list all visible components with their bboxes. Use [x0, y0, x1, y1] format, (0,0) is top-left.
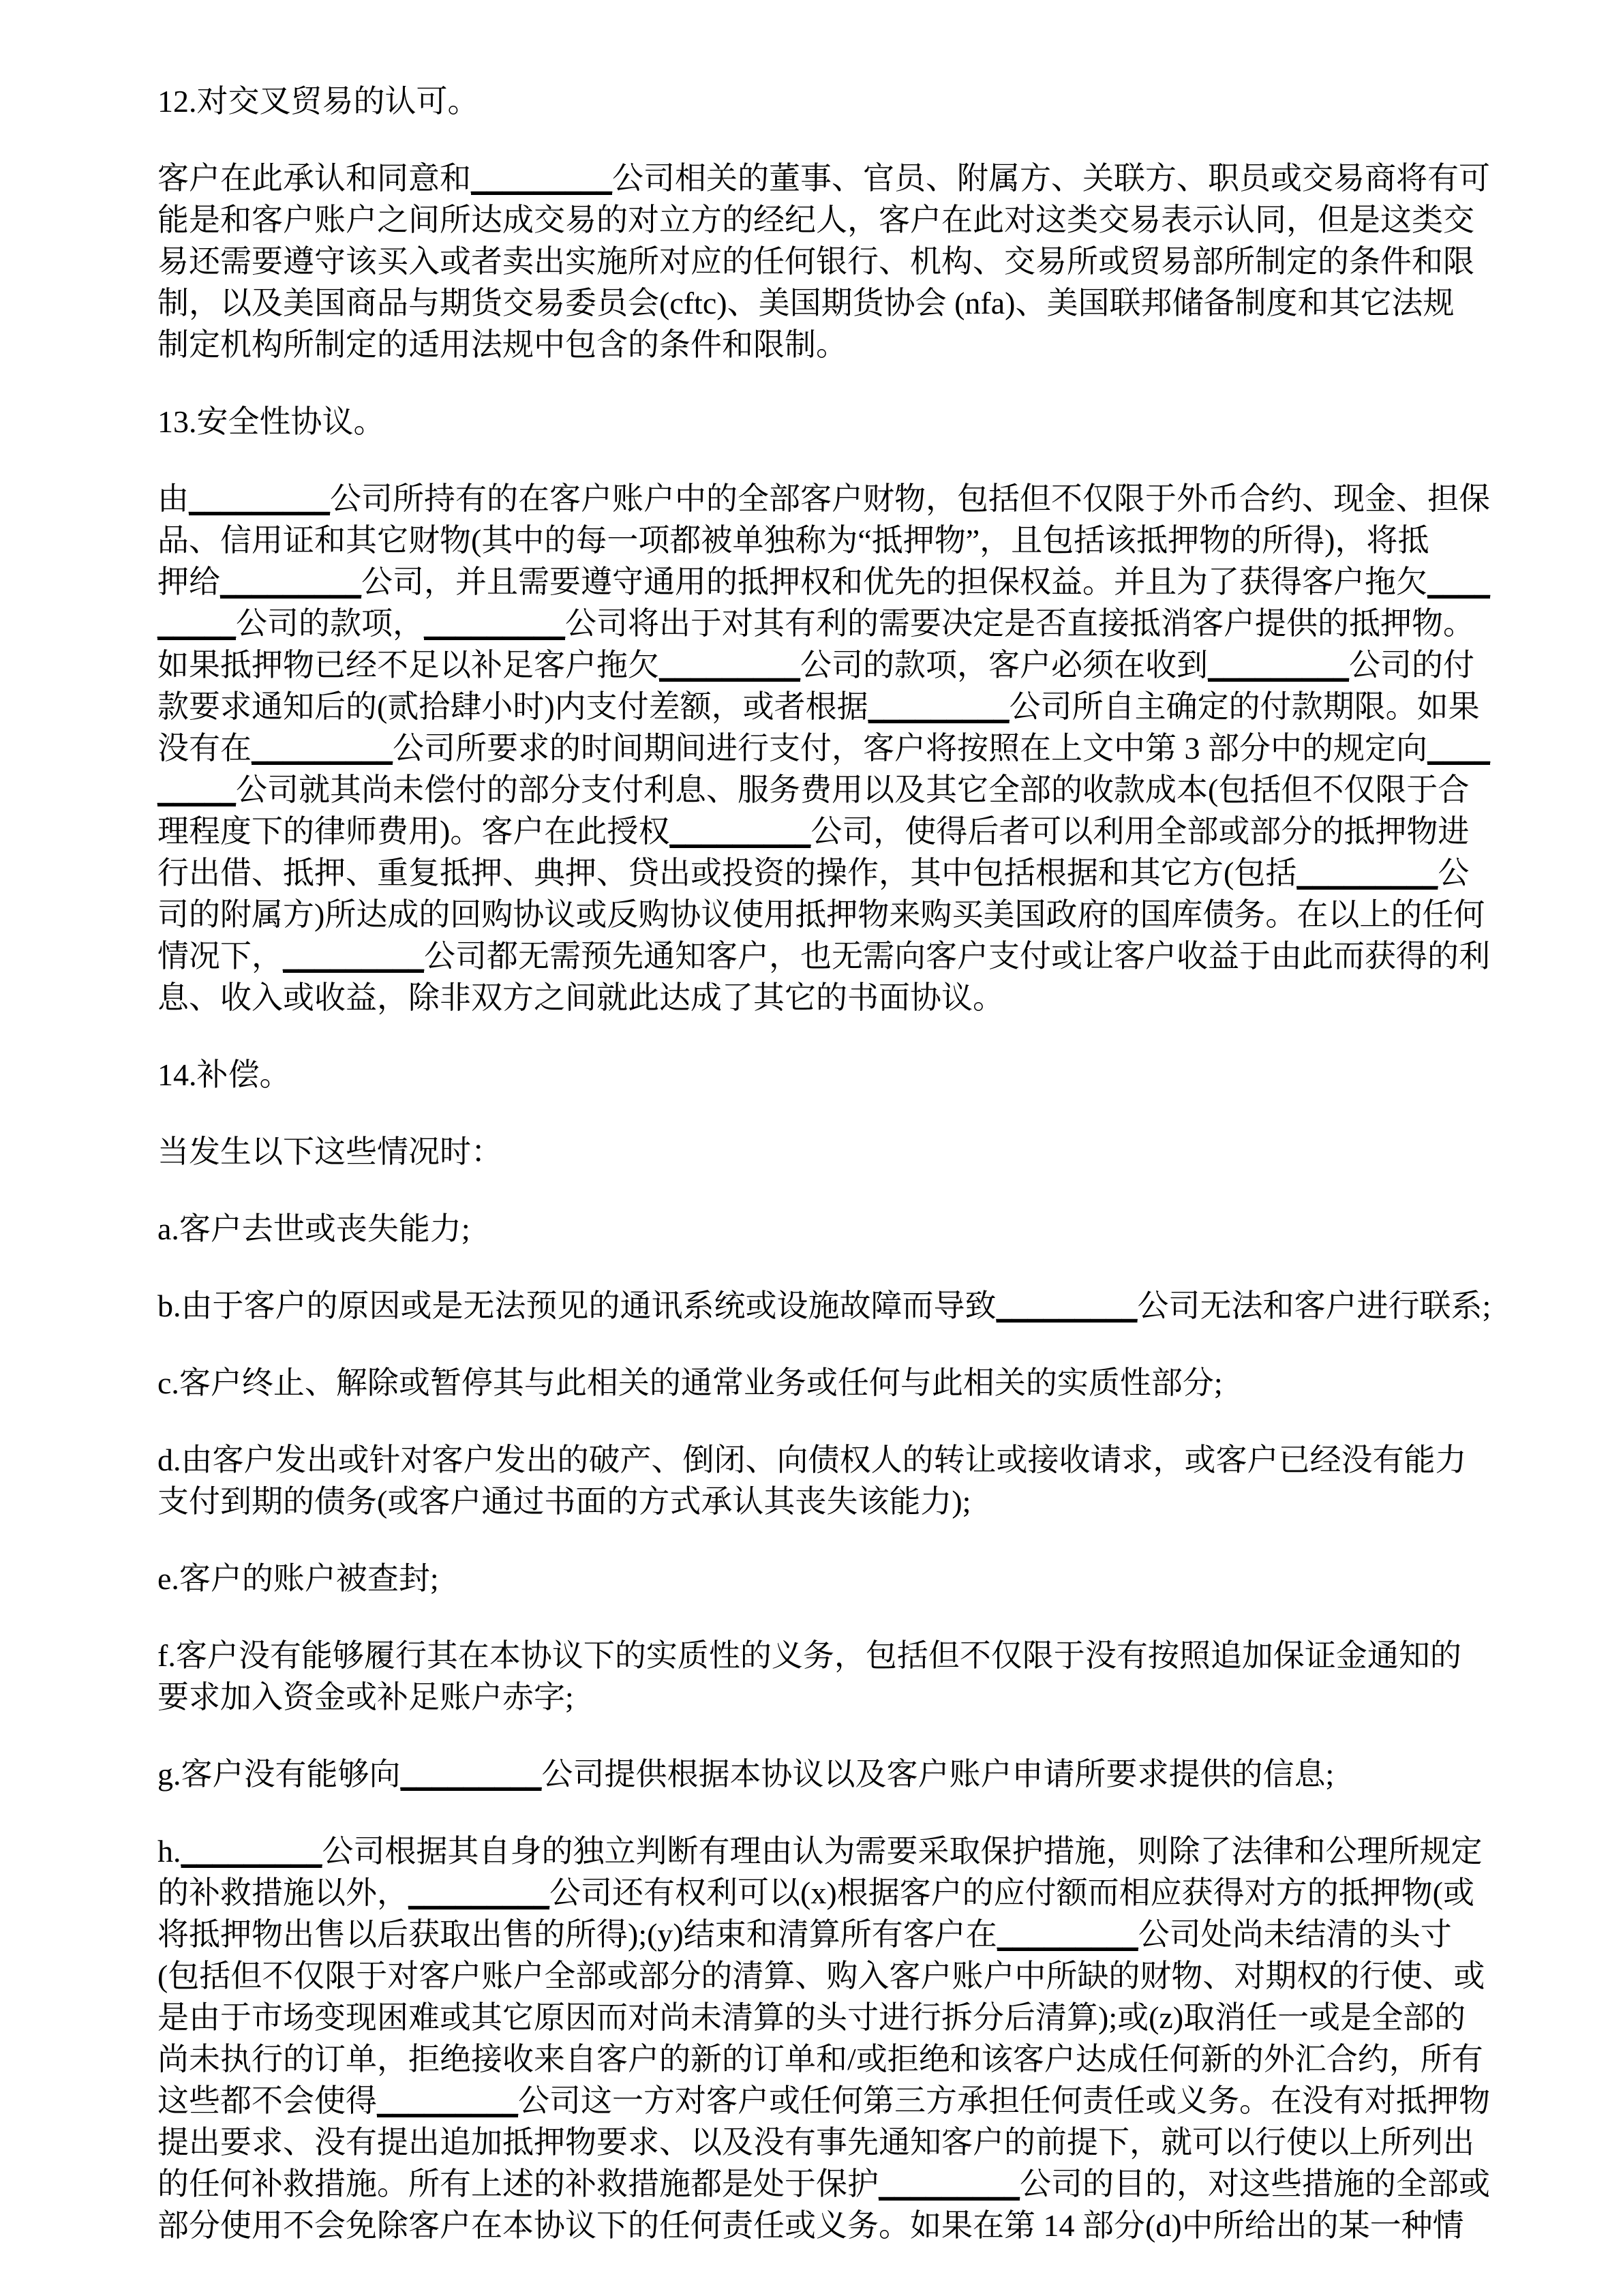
blank-field: _________ — [252, 731, 393, 766]
text-line — [157, 769, 1575, 811]
text-segment: 如果抵押物已经不足以补足客户拖欠 — [157, 648, 659, 682]
text-line — [157, 686, 1575, 727]
blank-field: _________ — [220, 564, 361, 599]
text-segment: 易还需要遵守该买入或者卖出实施所对应的任何银行、机构、交易所或贸易部所制定的条件和限 — [157, 244, 1474, 279]
text-line — [157, 1753, 1575, 1795]
text-segment: 公司无法和客户进行联系; — [1137, 1288, 1491, 1323]
text-segment: 公司这一方对客户或任何第三方承担任何责任或义务。在没有对抵押物 — [518, 2083, 1490, 2118]
text-line — [157, 1285, 1575, 1327]
text-segment: g.客户没有能够向 — [157, 1757, 401, 1792]
text-line — [157, 241, 1575, 282]
text-line — [157, 80, 1575, 122]
text-segment: 息、收入或收益，除非双方之间就此达成了其它的书面协议。 — [157, 980, 1004, 1015]
text-line — [157, 2205, 1575, 2246]
blank-field: ____ — [1427, 564, 1490, 599]
text-line — [157, 478, 1575, 519]
text-line — [157, 852, 1575, 894]
text-line — [157, 199, 1575, 241]
text-line — [157, 1208, 1575, 1250]
text-segment: 尚未执行的订单，拒绝接收来自客户的新的订单和/或拒绝和该客户达成任何新的外汇合约，所有 — [157, 2042, 1483, 2076]
blank-field: _________ — [997, 1917, 1138, 1952]
paragraph-s14-h — [157, 1830, 1575, 2246]
blank-field: _________ — [471, 161, 612, 196]
text-segment: 将抵押物出售以后获取出售的所得);(y)结束和清算所有客户在 — [157, 1917, 997, 1952]
blank-field: _________ — [408, 1875, 549, 1910]
text-segment: 部分使用不会免除客户在本协议下的任何责任或义务。如果在第 14 部分(d)中所给出的某一种情 — [157, 2208, 1464, 2243]
text-segment: 押给 — [157, 564, 220, 599]
text-line — [157, 727, 1575, 769]
blank-field: _________ — [424, 606, 565, 641]
blank-field: _________ — [879, 2166, 1020, 2201]
text-segment: 公司的目的，对这些措施的全部或 — [1020, 2166, 1490, 2201]
text-segment: e.客户的账户被查封; — [157, 1561, 439, 1596]
text-line — [157, 935, 1575, 977]
text-line — [157, 282, 1575, 324]
blank-field: _________ — [669, 814, 811, 849]
text-line — [157, 1439, 1575, 1481]
text-line — [157, 603, 1575, 644]
text-line — [157, 2080, 1575, 2121]
text-segment: 公司的付 — [1349, 648, 1474, 682]
text-segment: 制，以及美国商品与期货交易委员会(cftc)、美国期货协会 (nfa)、美国联邦储备制度和其它法规 — [157, 286, 1455, 320]
text-segment: 公司将出于对其有利的需要决定是否直接抵消客户提供的抵押物。 — [565, 606, 1474, 641]
blank-field: _________ — [189, 481, 330, 516]
text-segment: 当发生以下这些情况时： — [157, 1134, 502, 1169]
text-segment: 提出要求、没有提出追加抵押物要求、以及没有事先通知客户的前提下，就可以行使以上所列出 — [157, 2125, 1474, 2160]
text-segment: 公司根据其自身的独立判断有理由认为需要采取保护措施，则除了法律和公理所规定 — [322, 1834, 1483, 1869]
text-segment: c.客户终止、解除或暂停其与此相关的通常业务或任何与此相关的实质性部分; — [157, 1365, 1223, 1400]
text-segment: d.由客户发出或针对客户发出的破产、倒闭、向债权人的转让或接收请求，或客户已经没有能力 — [157, 1442, 1467, 1477]
text-segment: 理程度下的律师费用)。客户在此授权 — [157, 814, 670, 849]
paragraph-s14-b — [157, 1285, 1575, 1327]
text-segment: 公司所要求的时间期间进行支付，客户将按照在上文中第 3 部分中的规定向 — [393, 731, 1427, 766]
text-segment: 支付到期的债务(或客户通过书面的方式承认其丧失该能力); — [157, 1484, 971, 1519]
text-segment: 品、信用证和其它财物(其中的每一项都被单独称为“抵押物”，且包括该抵押物的所得)，将抵 — [157, 523, 1429, 558]
text-line — [157, 644, 1575, 686]
text-segment: 公司就其尚未偿付的部分支付利息、服务费用以及其它全部的收款成本(包括但不仅限于合 — [236, 772, 1470, 807]
text-line — [157, 1131, 1575, 1173]
text-line — [157, 1830, 1575, 1872]
text-segment: 公司的款项， — [236, 606, 424, 641]
text-segment: 12.对交叉贸易的认可。 — [157, 84, 479, 119]
text-line — [157, 1558, 1575, 1599]
blank-field: _________ — [377, 2083, 518, 2118]
text-segment: 公司，使得后者可以利用全部或部分的抵押物进 — [810, 814, 1470, 849]
text-line — [157, 157, 1575, 199]
text-segment: 13.安全性协议。 — [157, 404, 385, 439]
text-line — [157, 2038, 1575, 2080]
text-line — [157, 561, 1575, 603]
blank-field: ____ — [1427, 731, 1490, 766]
blank-field: _____ — [157, 606, 236, 641]
text-segment: 司的附属方)所达成的回购协议或反购协议使用抵押物来购买美国政府的国库债务。在以上的任何 — [157, 897, 1485, 932]
paragraph-s14-intro — [157, 1131, 1575, 1173]
text-line — [157, 2121, 1575, 2163]
text-segment: 公司所持有的在客户账户中的全部客户财物，包括但不仅限于外币合约、现金、担保 — [330, 481, 1490, 516]
paragraph-s14-e — [157, 1558, 1575, 1599]
text-segment: 的任何补救措施。所有上述的补救措施都是处于保护 — [157, 2166, 879, 2201]
text-segment: 由 — [157, 481, 189, 516]
text-line — [157, 1997, 1575, 2038]
text-segment: 公司处尚未结清的头寸 — [1138, 1917, 1452, 1952]
blank-field: _________ — [659, 648, 800, 682]
text-line — [157, 401, 1575, 442]
text-segment: 客户在此承认和同意和 — [157, 161, 471, 196]
paragraph-s14-title — [157, 1054, 1575, 1096]
text-segment: 的补救措施以外， — [157, 1875, 408, 1910]
paragraph-s14-f — [157, 1635, 1575, 1718]
text-segment: 公司提供根据本协议以及客户账户申请所要求提供的信息; — [541, 1757, 1335, 1792]
text-segment: 要求加入资金或补足账户赤字; — [157, 1680, 574, 1715]
paragraph-s14-d — [157, 1439, 1575, 1522]
text-segment: a.客户去世或丧失能力; — [157, 1211, 470, 1246]
text-segment: f.客户没有能够履行其在本协议下的实质性的义务，包括但不仅限于没有按照追加保证金通知的 — [157, 1638, 1461, 1673]
text-segment: 能是和客户账户之间所达成交易的对立方的经纪人，客户在此对这类交易表示认同，但是这类交 — [157, 202, 1474, 237]
text-line — [157, 811, 1575, 852]
text-line — [157, 1872, 1575, 1914]
paragraph-s14-g — [157, 1753, 1575, 1795]
paragraph-s12-body — [157, 157, 1575, 365]
text-segment: 公 — [1438, 856, 1470, 890]
paragraph-s13-title — [157, 401, 1575, 442]
paragraph-s13-body — [157, 478, 1575, 1018]
blank-field: _________ — [400, 1757, 542, 1792]
text-segment: 情况下， — [157, 939, 283, 973]
blank-field: _________ — [181, 1834, 322, 1869]
text-segment: 公司还有权利可以(x)根据客户的应付额而相应获得对方的抵押物(或 — [549, 1875, 1474, 1910]
text-line — [157, 1362, 1575, 1404]
text-line — [157, 894, 1575, 935]
text-line — [157, 519, 1575, 561]
paragraph-s12-title — [157, 80, 1575, 122]
text-segment: 制定机构所制定的适用法规中包含的条件和限制。 — [157, 327, 847, 362]
text-segment: 没有在 — [157, 731, 252, 766]
text-line — [157, 324, 1575, 365]
blank-field: _________ — [1296, 856, 1438, 890]
blank-field: _________ — [868, 689, 1010, 724]
text-line — [157, 1914, 1575, 1955]
blank-field: _________ — [283, 939, 424, 973]
text-line — [157, 1635, 1575, 1676]
text-segment: 这些都不会使得 — [157, 2083, 377, 2118]
text-line — [157, 977, 1575, 1018]
text-segment: 14.补偿。 — [157, 1057, 291, 1092]
text-line — [157, 2163, 1575, 2205]
text-line — [157, 1054, 1575, 1096]
paragraph-s14-c — [157, 1362, 1575, 1404]
paragraph-s14-a — [157, 1208, 1575, 1250]
text-segment: 公司所自主确定的付款期限。如果 — [1009, 689, 1480, 724]
blank-field: _________ — [1208, 648, 1349, 682]
text-segment: 公司都无需预先通知客户，也无需向客户支付或让客户收益于由此而获得的利 — [424, 939, 1490, 973]
text-segment: 行出借、抵押、重复抵押、典押、贷出或投资的操作，其中包括根据和其它方(包括 — [157, 856, 1297, 890]
text-segment: h. — [157, 1834, 181, 1869]
text-segment: 公司，并且需要遵守通用的抵押权和优先的担保权益。并且为了获得客户拖欠 — [361, 564, 1427, 599]
text-segment: 公司的款项，客户必须在收到 — [800, 648, 1208, 682]
text-segment: b.由于客户的原因或是无法预见的通讯系统或设施故障而导致 — [157, 1288, 997, 1323]
text-segment: 是由于市场变现困难或其它原因而对尚未清算的头寸进行拆分后清算);或(z)取消任一或是全部的 — [157, 2000, 1466, 2035]
text-segment: 公司相关的董事、官员、附属方、关联方、职员或交易商将有可 — [612, 161, 1490, 196]
text-segment: 款要求通知后的(贰拾肆小时)内支付差额，或者根据 — [157, 689, 868, 724]
text-line — [157, 1481, 1575, 1522]
text-line — [157, 1676, 1575, 1718]
text-line — [157, 1955, 1575, 1997]
text-segment: (包括但不仅限于对客户账户全部或部分的清算、购入客户账户中所缺的财物、对期权的行使、或 — [157, 1959, 1485, 1993]
blank-field: _____ — [157, 772, 236, 807]
blank-field: _________ — [996, 1288, 1138, 1323]
document-page — [157, 80, 1575, 2282]
